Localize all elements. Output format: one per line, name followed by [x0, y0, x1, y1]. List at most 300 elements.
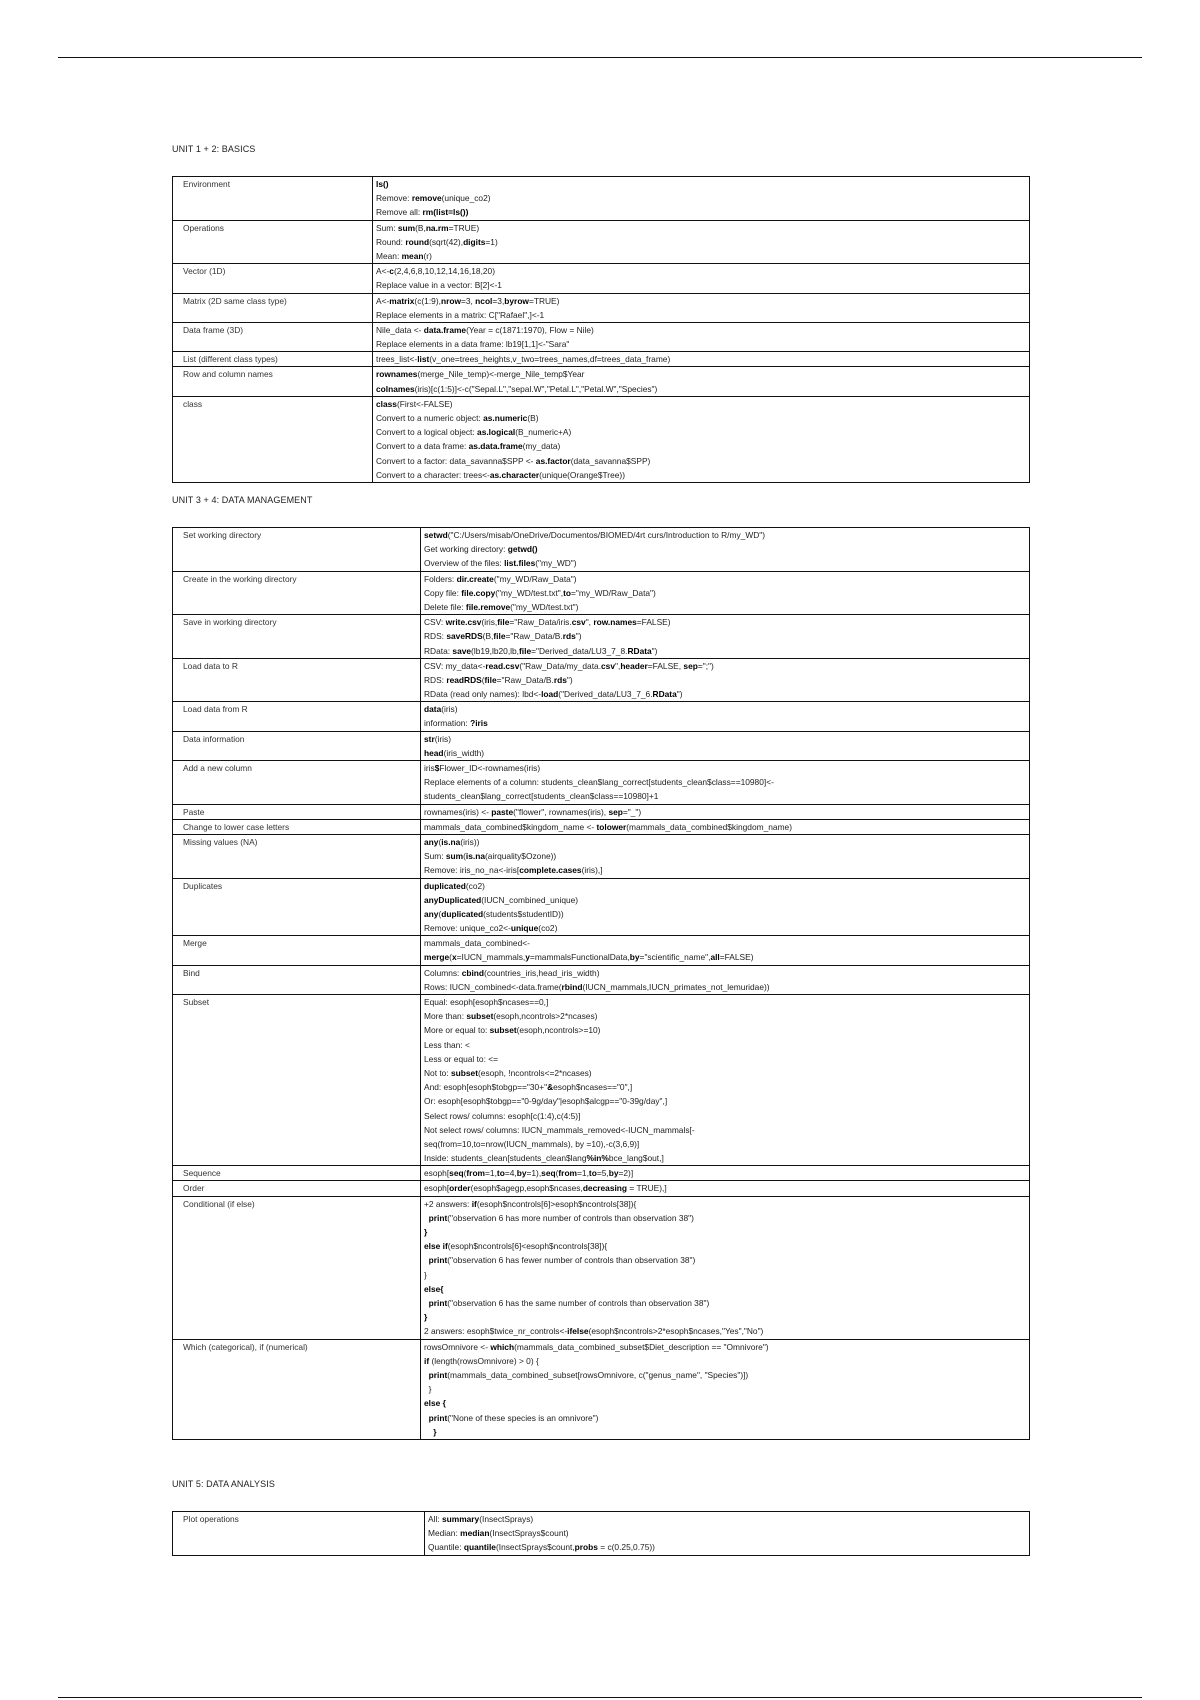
unit-1-2-title: UNIT 1 + 2: BASICS: [172, 144, 256, 154]
row-code: [421, 1181, 1030, 1196]
code-line: [424, 1197, 1025, 1211]
code-line: [424, 995, 1025, 1009]
code-text: ",: [615, 660, 621, 671]
code-text: (B,: [482, 631, 494, 642]
code-keyword: row.names: [593, 617, 637, 628]
code-text: (sqrt(42),: [429, 236, 464, 247]
code-text: And: esoph[esoph$tobgp=="30+": [424, 1082, 548, 1093]
code-line: [424, 921, 1025, 935]
row-label: Data frame (3D): [173, 322, 373, 351]
code-keyword: is.na: [465, 851, 485, 862]
code-text: Remove:: [376, 193, 412, 204]
code-line: [428, 1526, 1025, 1540]
code-keyword: as.factor: [535, 455, 571, 466]
row-code: [373, 322, 1030, 351]
code-keyword: digits: [463, 236, 486, 247]
code-keyword: as.character: [489, 469, 540, 480]
code-line: [424, 1066, 1025, 1080]
code-line: [424, 615, 1025, 629]
code-text: = c(0.25,0.75)): [597, 1542, 655, 1553]
code-keyword: if: [471, 1198, 477, 1209]
code-keyword: %in%: [586, 1153, 609, 1164]
table-row: [173, 367, 1030, 396]
code-text: (length(rowsOmnivore) > 0) {: [429, 1355, 539, 1366]
code-text: (co2): [465, 880, 485, 891]
code-keyword: print: [428, 1255, 448, 1266]
code-text: (IUCN_mammals,IUCN_primates_not_lemuridae)): [582, 981, 770, 992]
code-text: mammals_data_combined<-: [424, 938, 530, 949]
code-text: esoph[: [424, 1183, 450, 1194]
row-code: [421, 804, 1030, 819]
code-line: [424, 1038, 1025, 1052]
row-code: [373, 177, 1030, 221]
code-text: Not to:: [424, 1067, 451, 1078]
footer-rule: [58, 1697, 1142, 1698]
code-text: More or equal to:: [424, 1025, 490, 1036]
code-text: (merge_Nile_temp)<-merge_Nile_temp$Year: [417, 369, 585, 380]
code-text: rowsOmnivore <-: [424, 1341, 491, 1352]
code-text: (co2): [538, 923, 558, 934]
code-text: ("my_WD/test.txt",: [495, 587, 564, 598]
code-text: (esoph$ncontrols[6]>esoph$ncontrols[38]){: [476, 1198, 637, 1209]
code-keyword: by: [629, 952, 640, 963]
row-label: Environment: [173, 177, 373, 221]
row-label: Data information: [173, 731, 421, 760]
row-label: Order: [173, 1181, 421, 1196]
code-line: [376, 191, 1025, 205]
code-line: [376, 454, 1025, 468]
code-keyword: str: [424, 733, 435, 744]
code-line: [376, 264, 1025, 278]
code-keyword: from: [558, 1168, 578, 1179]
code-keyword: summary: [441, 1514, 480, 1524]
code-text: ="Raw_Data/B.: [496, 674, 554, 685]
table-row: [173, 731, 1030, 760]
code-keyword: header: [620, 660, 648, 671]
code-text: Remove all:: [376, 207, 423, 218]
code-line: [424, 687, 1025, 701]
code-text: esoph$ncases=="0",]: [553, 1082, 633, 1093]
code-text: (mammals_data_combined_subset$Diet_description == "Omnivore"): [514, 1341, 769, 1352]
code-text: ("flower", rownames(iris),: [513, 806, 609, 817]
code-keyword: tolower: [596, 821, 627, 832]
table-row: [173, 352, 1030, 367]
code-text: (Year = c(1871:1970), Flow = Nile): [466, 324, 594, 335]
code-line: [424, 805, 1025, 819]
code-text: (mammals_data_combined_subset[rowsOmnivore, c("genus_name", "Species")]): [447, 1369, 749, 1380]
row-label: Conditional (if else): [173, 1196, 421, 1339]
code-keyword: x: [451, 952, 457, 963]
code-text: A<-: [376, 266, 390, 277]
code-keyword: duplicated: [441, 908, 484, 919]
unit-5-title: UNIT 5: DATA ANALYSIS: [172, 1479, 275, 1489]
row-label: Missing values (NA): [173, 834, 421, 878]
code-keyword: else {: [424, 1398, 446, 1409]
code-keyword: anyDuplicated: [424, 894, 482, 905]
code-text: Replace elements in a data frame: lb19[1,1]<-"Sara": [376, 339, 570, 350]
code-keyword: subset: [489, 1025, 517, 1036]
code-text: Not select rows/ columns: IUCN_mammals_removed<-IUCN_mammals[-: [424, 1124, 695, 1135]
code-line: [376, 367, 1025, 381]
row-code: [373, 293, 1030, 322]
code-keyword: nrow: [440, 295, 461, 306]
code-text: Nile_data <-: [376, 324, 424, 335]
code-text: Convert to a data frame:: [376, 441, 469, 452]
code-line: [424, 732, 1025, 746]
code-keyword: rownames: [376, 369, 418, 380]
code-text: Flower_ID<-rownames(iris): [439, 763, 541, 773]
code-line: [376, 249, 1025, 263]
code-line: [376, 425, 1025, 439]
code-text: (: [463, 851, 466, 862]
row-label: Duplicates: [173, 878, 421, 936]
code-text: ("observation 6 has fewer number of controls than observation 38"): [447, 1255, 696, 1266]
code-keyword: any: [424, 836, 439, 847]
row-label: Plot operations: [173, 1512, 425, 1556]
code-text: RDS:: [424, 631, 447, 642]
code-text: (esoph,ncontrols>=10): [516, 1025, 601, 1036]
row-code: [421, 761, 1030, 805]
code-keyword: file: [493, 631, 506, 642]
row-label: Set working directory: [173, 528, 421, 572]
code-keyword: ncol: [475, 295, 493, 306]
code-keyword: ifelse: [567, 1326, 589, 1337]
code-line: [376, 337, 1025, 351]
code-keyword: file.copy: [461, 587, 496, 598]
row-code: [421, 528, 1030, 572]
code-line: [376, 205, 1025, 219]
code-line: [424, 1181, 1025, 1195]
code-text: rownames(iris) <-: [424, 806, 492, 817]
row-code: [421, 1196, 1030, 1339]
table-row: [173, 1339, 1030, 1439]
row-label: Vector (1D): [173, 264, 373, 293]
code-text: (First<-FALSE): [396, 398, 453, 409]
code-line: [424, 1411, 1025, 1425]
code-line: [424, 893, 1025, 907]
code-text: (mammals_data_combined$kingdom_name): [626, 821, 792, 832]
code-keyword: RData: [652, 689, 677, 700]
code-text: Mean:: [376, 250, 402, 261]
code-keyword: rds: [553, 674, 567, 685]
code-keyword: median: [460, 1528, 490, 1539]
code-text: ="Derived_data/LU3_7_8.: [531, 645, 628, 656]
code-text: =TRUE): [448, 222, 480, 233]
table-row: [173, 615, 1030, 659]
code-keyword: print: [428, 1298, 448, 1308]
code-line: [376, 382, 1025, 396]
row-label: Subset: [173, 995, 421, 1166]
code-line: [424, 863, 1025, 877]
code-keyword: subset: [451, 1067, 478, 1078]
table-row: [173, 220, 1030, 264]
code-text: RDS:: [424, 674, 447, 685]
code-keyword: setwd: [424, 530, 448, 540]
code-text: (students$studentID)): [483, 908, 564, 919]
code-line: [424, 716, 1025, 730]
code-line: [376, 411, 1025, 425]
table-row: [173, 936, 1030, 965]
code-text: (iris): [441, 704, 458, 715]
code-text: =mammalsFunctionalData,: [529, 952, 630, 963]
row-code: [373, 367, 1030, 396]
code-text: More than:: [424, 1011, 467, 1022]
row-label: Load data from R: [173, 702, 421, 731]
row-label: List (different class types): [173, 352, 373, 367]
code-line: [424, 542, 1025, 556]
code-text: ("my_WD"): [535, 558, 577, 569]
code-line: [376, 468, 1025, 482]
code-text: =FALSE): [719, 952, 754, 963]
code-line: [424, 1354, 1025, 1368]
row-code: [421, 834, 1030, 878]
code-line: [424, 980, 1025, 994]
code-keyword: dir.create: [456, 573, 494, 584]
code-keyword: else{: [424, 1283, 444, 1294]
code-text: =4,: [504, 1168, 517, 1179]
code-line: [424, 1080, 1025, 1094]
code-text: (IUCN_combined_unique): [481, 894, 579, 905]
row-code: [373, 396, 1030, 482]
table-row: [173, 1166, 1030, 1181]
row-label: Row and column names: [173, 367, 373, 396]
code-line: [424, 1023, 1025, 1037]
code-keyword: file: [519, 645, 532, 656]
code-text: Columns:: [424, 967, 462, 978]
code-text: =IUCN_mammals,: [456, 952, 526, 963]
row-code: [421, 995, 1030, 1166]
code-text: (: [438, 908, 442, 919]
code-keyword: colnames: [376, 383, 415, 394]
code-text: =1): [485, 236, 498, 247]
code-text: Replace elements of a column: students_clean$lang_correct[students_clean$class==10980]<-: [424, 777, 774, 788]
code-keyword: class: [376, 398, 397, 409]
table-row: [173, 658, 1030, 702]
code-text: =";"): [697, 660, 714, 671]
code-text: Equal: esoph[esoph$ncases==0,]: [424, 997, 549, 1008]
code-text: =1,: [577, 1168, 589, 1179]
code-text: Sum:: [424, 851, 446, 862]
code-keyword: rbind: [561, 981, 583, 992]
row-code: [421, 819, 1030, 834]
code-text: (esoph$ncontrols>2*esoph$ncases,"Yes","No"): [588, 1326, 764, 1337]
table-row: [173, 965, 1030, 994]
table-row: [173, 1512, 1030, 1556]
code-text: (esoph$agegp,esoph$ncases,: [470, 1183, 583, 1194]
code-text: bce_lang$out,]: [608, 1153, 664, 1164]
code-text: (iris)): [460, 836, 480, 847]
code-keyword: to: [588, 1168, 597, 1179]
code-text: }: [424, 1384, 432, 1395]
code-line: [424, 879, 1025, 893]
code-text: seq(from=10,to=nrow(IUCN_mammals), by =10),-c(3,6,9)]: [424, 1138, 640, 1149]
code-text: =2)]: [618, 1168, 634, 1179]
code-text: Less than: <: [424, 1039, 470, 1050]
code-line: [424, 586, 1025, 600]
code-keyword: $: [434, 763, 440, 773]
code-keyword: which: [490, 1341, 515, 1352]
code-text: CSV:: [424, 617, 446, 628]
code-line: [424, 1225, 1025, 1239]
code-text: ("Derived_data/LU3_7_6.: [558, 689, 653, 700]
code-keyword: write.csv: [445, 617, 482, 628]
code-keyword: as.numeric: [483, 413, 528, 424]
code-keyword: merge: [424, 952, 450, 963]
code-keyword: is.na: [441, 836, 461, 847]
code-keyword: file: [484, 674, 497, 685]
code-line: [424, 673, 1025, 687]
code-text: (unique_co2): [441, 193, 491, 204]
table-row: [173, 396, 1030, 482]
code-line: [428, 1512, 1025, 1526]
code-text: (2,4,6,8,10,12,14,16,18,20): [393, 266, 495, 277]
code-keyword: }: [424, 1227, 428, 1238]
code-keyword: print: [428, 1212, 448, 1223]
code-keyword: remove: [411, 193, 442, 204]
code-keyword: print: [428, 1412, 448, 1423]
code-keyword: paste: [491, 806, 514, 817]
header-rule: [58, 57, 1142, 58]
code-text: Get working directory:: [424, 544, 508, 555]
code-text: =FALSE): [636, 617, 671, 628]
code-line: [424, 1396, 1025, 1410]
code-line: [424, 835, 1025, 849]
code-line: [376, 308, 1025, 322]
code-line: [376, 323, 1025, 337]
code-keyword: readRDS: [446, 674, 482, 685]
code-line: [424, 1268, 1025, 1282]
code-text: (my_data): [522, 441, 561, 452]
code-text: ("C:/Users/misab/OneDrive/Documentos/BIOMED/4rt curs/Introduction to R/my_WD"): [447, 530, 766, 540]
code-keyword: matrix: [389, 295, 415, 306]
row-code: [421, 615, 1030, 659]
code-line: [424, 775, 1025, 789]
code-line: [424, 528, 1025, 542]
code-text: Inside: students_clean[students_clean$lang: [424, 1153, 587, 1164]
code-line: [424, 702, 1025, 716]
code-text: (InsectSprays): [479, 1514, 534, 1524]
table-row: [173, 761, 1030, 805]
unit-1-2-table: [172, 176, 1030, 483]
code-text: CSV: my_data<-: [424, 660, 486, 671]
table-row: [173, 264, 1030, 293]
row-code: [421, 731, 1030, 760]
code-keyword: byrow: [504, 295, 529, 306]
code-line: [424, 907, 1025, 921]
code-text: Replace elements in a matrix: C["Rafael",]<-1: [376, 309, 545, 320]
code-line: [424, 1253, 1025, 1267]
code-line: [424, 1109, 1025, 1123]
code-text: Convert to a numeric object:: [376, 413, 484, 424]
code-text: RData:: [424, 645, 453, 656]
code-line: [424, 966, 1025, 980]
table-row: [173, 834, 1030, 878]
code-keyword: y: [525, 952, 530, 963]
code-line: [376, 278, 1025, 292]
row-label: Operations: [173, 220, 373, 264]
code-text: Convert to a factor: data_savanna$SPP <-: [376, 455, 536, 466]
code-keyword: all: [710, 952, 720, 963]
code-text: RData (read only names): lbd<-: [424, 689, 542, 700]
code-text: Less or equal to: <=: [424, 1053, 499, 1064]
code-keyword: read.csv: [485, 660, 520, 671]
code-text: (lb19,lb20,lb,: [471, 645, 520, 656]
code-text: (r): [423, 250, 432, 261]
code-line: [376, 177, 1025, 191]
code-keyword: order: [449, 1183, 471, 1194]
code-keyword: sum: [397, 222, 416, 233]
code-text: ="my_WD/Raw_Data"): [570, 587, 656, 598]
code-text: =TRUE): [528, 295, 560, 306]
code-text: (iris),]: [581, 865, 603, 876]
code-line: [424, 600, 1025, 614]
code-text: Copy file:: [424, 587, 462, 598]
code-keyword: sep: [683, 660, 698, 671]
code-line: [424, 1137, 1025, 1151]
code-keyword: else if: [424, 1241, 448, 1252]
code-text: ("my_WD/test.txt"): [510, 601, 579, 612]
code-text: =FALSE,: [647, 660, 684, 671]
code-line: [424, 1368, 1025, 1382]
code-text: (: [438, 836, 442, 847]
code-text: Overview of the files:: [424, 558, 505, 569]
code-keyword: print: [428, 1369, 448, 1380]
row-code: [421, 658, 1030, 702]
code-line: [424, 1382, 1025, 1396]
code-text: (countries_iris,head_iris_width): [484, 967, 600, 978]
unit-3-4-table: [172, 527, 1030, 1440]
row-label: Save in working directory: [173, 615, 421, 659]
code-text: Or: esoph[esoph$tobgp=="0-9g/day"|esoph$alcgp=="0-39g/day",]: [424, 1096, 668, 1107]
code-line: [376, 439, 1025, 453]
code-text: Rows: IUCN_combined<-data.frame(: [424, 981, 562, 992]
row-label: Change to lower case letters: [173, 819, 421, 834]
code-keyword: na.rm: [425, 222, 449, 233]
code-keyword: sep: [608, 806, 623, 817]
code-text: (c(1:9),: [414, 295, 441, 306]
unit-5-table: [172, 1511, 1030, 1556]
code-keyword: as.logical: [477, 427, 516, 438]
row-code: [421, 702, 1030, 731]
code-text: Remove: iris_no_na<-iris[: [424, 865, 520, 876]
code-keyword: as.data.frame: [468, 441, 523, 452]
code-line: [424, 936, 1025, 950]
code-line: [424, 659, 1025, 673]
code-line: [424, 1094, 1025, 1108]
code-keyword: from: [466, 1168, 486, 1179]
code-keyword: saveRDS: [446, 631, 483, 642]
code-text: (esoph$ncontrols[6]<esoph$ncontrols[38]){: [447, 1241, 608, 1252]
code-text: (data_savanna$SPP): [570, 455, 651, 466]
code-text: Sum:: [376, 222, 398, 233]
code-text: ="_"): [622, 806, 642, 817]
code-text: information:: [424, 718, 471, 729]
code-line: [424, 572, 1025, 586]
code-text: Select rows/ columns: esoph[c(1:4),c(4:5)]: [424, 1110, 581, 1121]
code-text: "): [575, 631, 582, 642]
row-code: [425, 1512, 1030, 1556]
code-keyword: subset: [466, 1011, 494, 1022]
code-line: [424, 746, 1025, 760]
code-keyword: getwd(): [507, 544, 538, 555]
code-line: [376, 397, 1025, 411]
code-keyword: rds: [562, 631, 576, 642]
row-label: class: [173, 396, 373, 482]
table-row: [173, 322, 1030, 351]
code-line: [424, 950, 1025, 964]
code-line: [424, 761, 1025, 775]
unit-3-4-title: UNIT 3 + 4: DATA MANAGEMENT: [172, 495, 313, 505]
